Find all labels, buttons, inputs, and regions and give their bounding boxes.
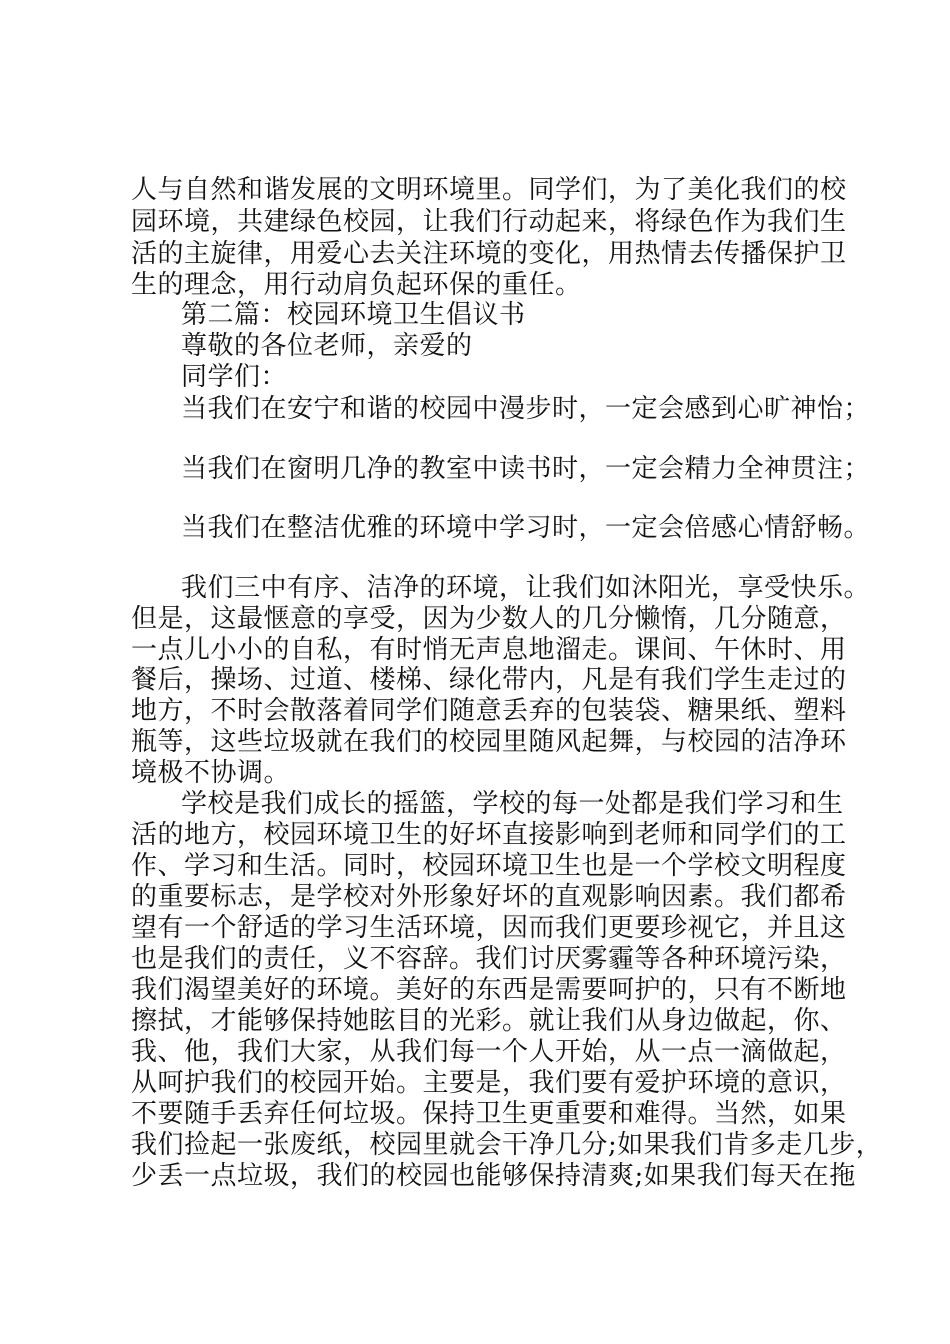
paragraph-2-line-3: 一点儿小小的自私，有时悄无声息地溜走。课间、午休时、用 xyxy=(131,635,847,665)
sentence-line-b: 当我们在窗明几净的教室中读书时，一定会精力全神贯注； xyxy=(181,454,871,484)
paragraph-1-line-1: 人与自然和谐发展的文明环境里。同学们，为了美化我们的校 xyxy=(131,175,847,205)
paragraph-1-line-4: 生的理念，用行动肩负起环保的重任。 xyxy=(131,270,582,300)
paragraph-3-line-2: 活的地方，校园环境卫生的好坏直接影响到老师和同学们的工 xyxy=(131,820,847,850)
paragraph-2-line-1: 我们三中有序、洁净的环境，让我们如沐阳光，享受快乐。 xyxy=(181,573,871,603)
paragraph-3-line-3: 作、学习和生活。同时，校园环境卫生也是一个学校文明程度 xyxy=(131,851,847,881)
paragraph-3-line-4: 的重要标志，是学校对外形象好坏的直观影响因素。我们都希 xyxy=(131,882,847,912)
paragraph-1-line-3: 活的主旋律，用爱心去关注环境的变化，用热情去传播保护卫 xyxy=(131,239,847,269)
paragraph-3-line-9: 我、他，我们大家，从我们每一个人开始，从一点一滴做起， xyxy=(131,1037,847,1067)
paragraph-2-line-4: 餐后，操场、过道、楼梯、绿化带内，凡是有我们学生走过的 xyxy=(131,665,847,695)
paragraph-2-line-5: 地方，不时会散落着同学们随意丢弃的包装袋、糖果纸、塑料 xyxy=(131,696,847,726)
paragraph-3-line-6: 也是我们的责任，义不容辞。我们讨厌雾霾等各种环境污染， xyxy=(131,944,847,974)
section-title: 第二篇：校园环境卫生倡议书 xyxy=(181,300,526,330)
sentence-line-c: 当我们在整洁优雅的环境中学习时，一定会倍感心情舒畅。 xyxy=(181,513,871,543)
paragraph-3-line-8: 擦拭，才能够保持她眩目的光彩。就让我们从身边做起，你、 xyxy=(131,1006,847,1036)
paragraph-3-line-13: 少丢一点垃圾，我们的校园也能够保持清爽;如果我们每天在拖 xyxy=(131,1161,856,1191)
paragraph-2-line-6: 瓶等，这些垃圾就在我们的校园里随风起舞，与校园的洁净环 xyxy=(131,727,847,757)
paragraph-3-line-5: 望有一个舒适的学习生活环境，因而我们更要珍视它，并且这 xyxy=(131,913,847,943)
salutation-line-1: 尊敬的各位老师，亲爱的 xyxy=(181,331,473,361)
paragraph-1-line-2: 园环境，共建绿色校园，让我们行动起来，将绿色作为我们生 xyxy=(131,207,847,237)
sentence-line-a: 当我们在安宁和谐的校园中漫步时，一定会感到心旷神怡； xyxy=(181,394,871,424)
paragraph-3-line-1: 学校是我们成长的摇篮，学校的每一处都是我们学习和生 xyxy=(181,789,844,819)
paragraph-2-line-7: 境极不协调。 xyxy=(131,758,291,788)
paragraph-3-line-10: 从呵护我们的校园开始。主要是，我们要有爱护环境的意识， xyxy=(131,1068,847,1098)
paragraph-3-line-7: 我们渴望美好的环境。美好的东西是需要呵护的，只有不断地 xyxy=(131,975,847,1005)
paragraph-3-line-11: 不要随手丢弃任何垃圾。保持卫生更重要和难得。当然，如果 xyxy=(131,1099,847,1129)
paragraph-3-line-12: 我们捡起一张废纸，校园里就会干净几分;如果我们肯多走几步， xyxy=(131,1130,883,1160)
salutation-line-2: 同学们： xyxy=(181,362,288,392)
paragraph-2-line-2: 但是，这最惬意的享受，因为少数人的几分懒惰，几分随意， xyxy=(131,604,847,634)
